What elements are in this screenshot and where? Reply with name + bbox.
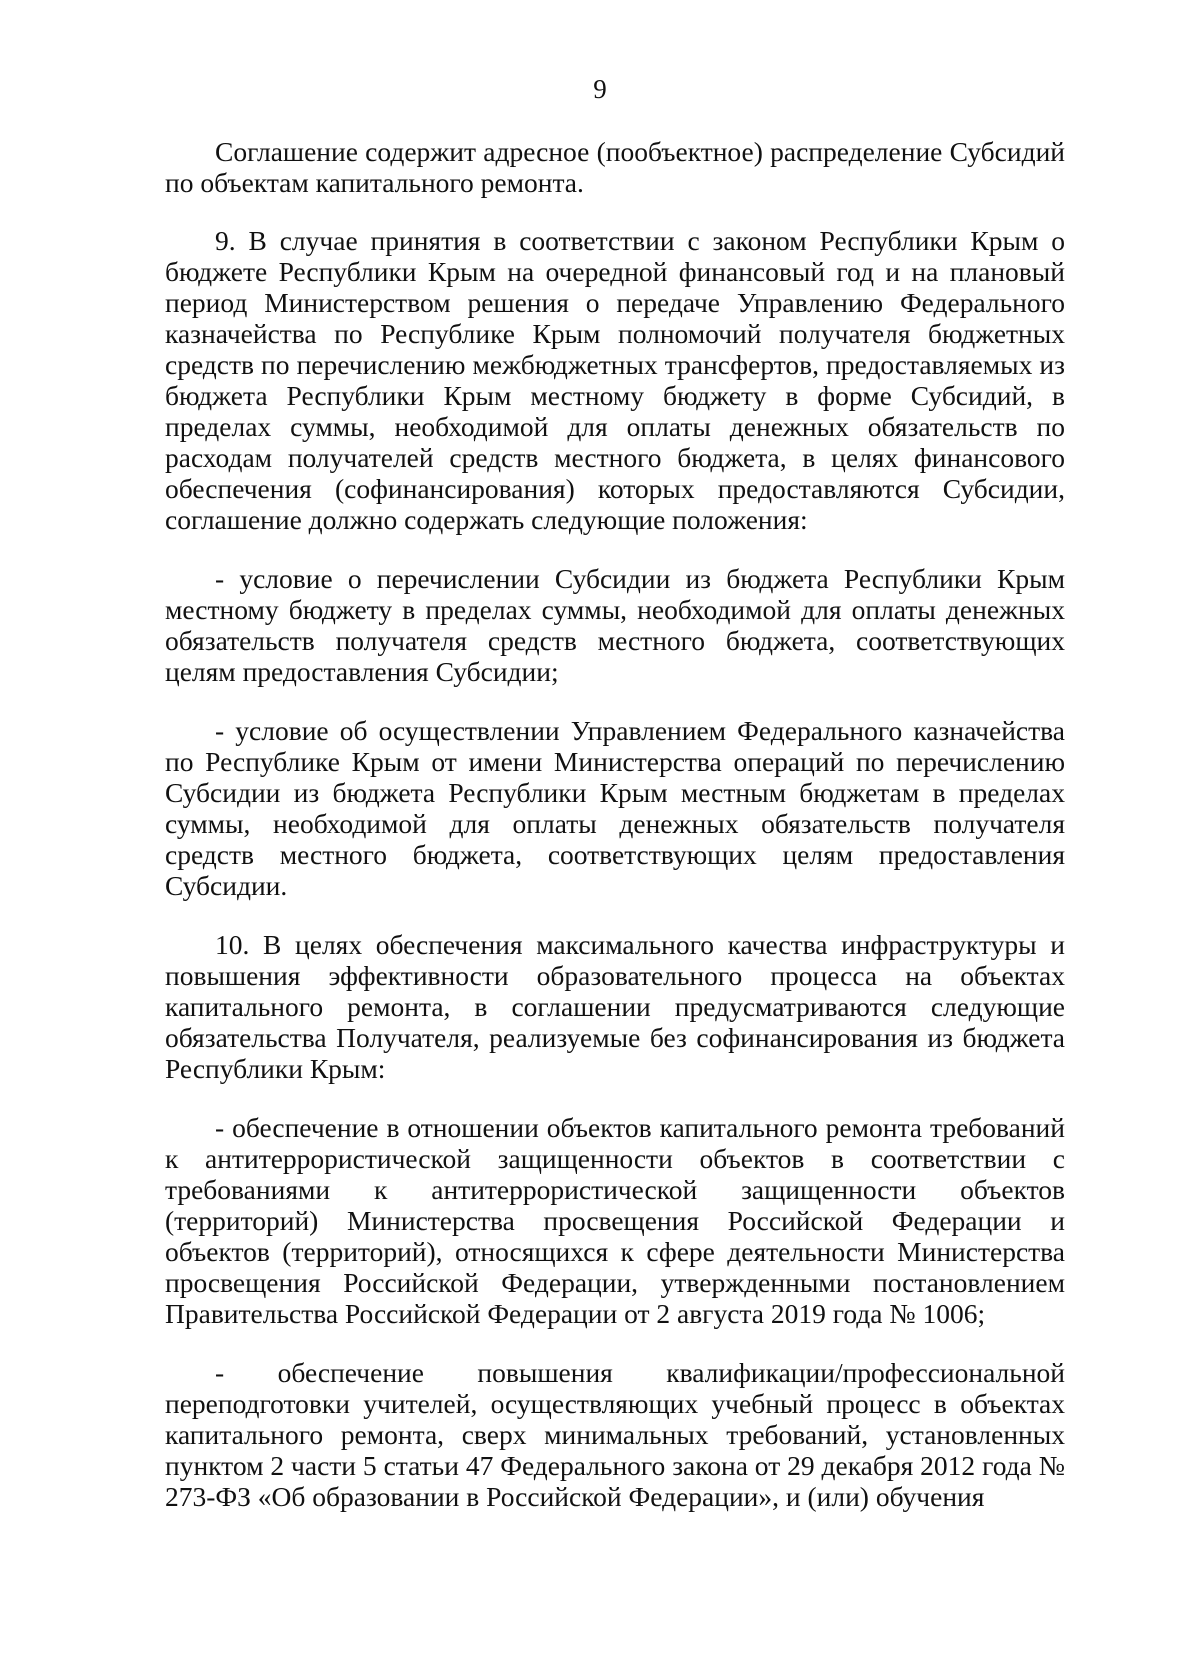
paragraph-item-10: 10. В целях обеспечения максимального качества инфраструктуры и повышения эффективности образовательного процесса на объектах капитального ремонта, в соглашении предусматриваются следующие обязательства Получателя, реализуемые без софинансирования из бюджета Республики Крым: <box>165 929 1065 1084</box>
paragraph-teacher-training: - обеспечение повышения квалификации/профессиональной переподготовки учителей, осуществляющих учебный процесс в объектах капитального ремонта, сверх минимальных требований, установленных пунктом 2 части 5 статьи 47 Федерального закона от 29 декабря 2012 года № 273-ФЗ «Об образовании в Российской Федерации», и (или) обучения <box>165 1357 1065 1512</box>
paragraph-antiterror-requirements: - обеспечение в отношении объектов капитального ремонта требований к антитеррористической защищенности объектов в соответствии с требованиями к антитеррористической защищенности объектов (территорий) Министерства просвещения Российской Федерации и объектов (территорий), относящихся к сфере деятельности Министерства просвещения Российской Федерации, утвержденными постановлением Правительства Российской Федерации от 2 августа 2019 года № 1006; <box>165 1112 1065 1329</box>
paragraph-item-9: 9. В случае принятия в соответствии с законом Республики Крым о бюджете Республики Крым на очередной финансовый год и на плановый период Министерством решения о передаче Управлению Федерального казначейства по Республике Крым полномочий получателя бюджетных средств по перечислению межбюджетных трансфертов, предоставляемых из бюджета Республики Крым местному бюджету в форме Субсидий, в пределах суммы, необходимой для оплаты денежных обязательств по расходам получателей средств местного бюджета, в целях финансового обеспечения (софинансирования) которых предоставляются Субсидии, соглашение должно содержать следующие положения: <box>165 225 1065 535</box>
document-body <box>165 136 1065 1512</box>
paragraph-condition-treasury: - условие об осуществлении Управлением Федерального казначейства по Республике Крым от имени Министерства операций по перечислению Субсидии из бюджета Республики Крым местным бюджетам в пределах суммы, необходимой для оплаты денежных обязательств получателя средств местного бюджета, соответствующих целям предоставления Субсидии. <box>165 715 1065 901</box>
page-number: 9 <box>593 74 607 104</box>
paragraph-subsidy-distribution: Соглашение содержит адресное (пообъектное) распределение Субсидий по объектам капитального ремонта. <box>165 136 1065 198</box>
paragraph-condition-transfer: - условие о перечислении Субсидии из бюджета Республики Крым местному бюджету в пределах суммы, необходимой для оплаты денежных обязательств получателя средств местного бюджета, соответствующих целям предоставления Субсидии; <box>165 563 1065 687</box>
